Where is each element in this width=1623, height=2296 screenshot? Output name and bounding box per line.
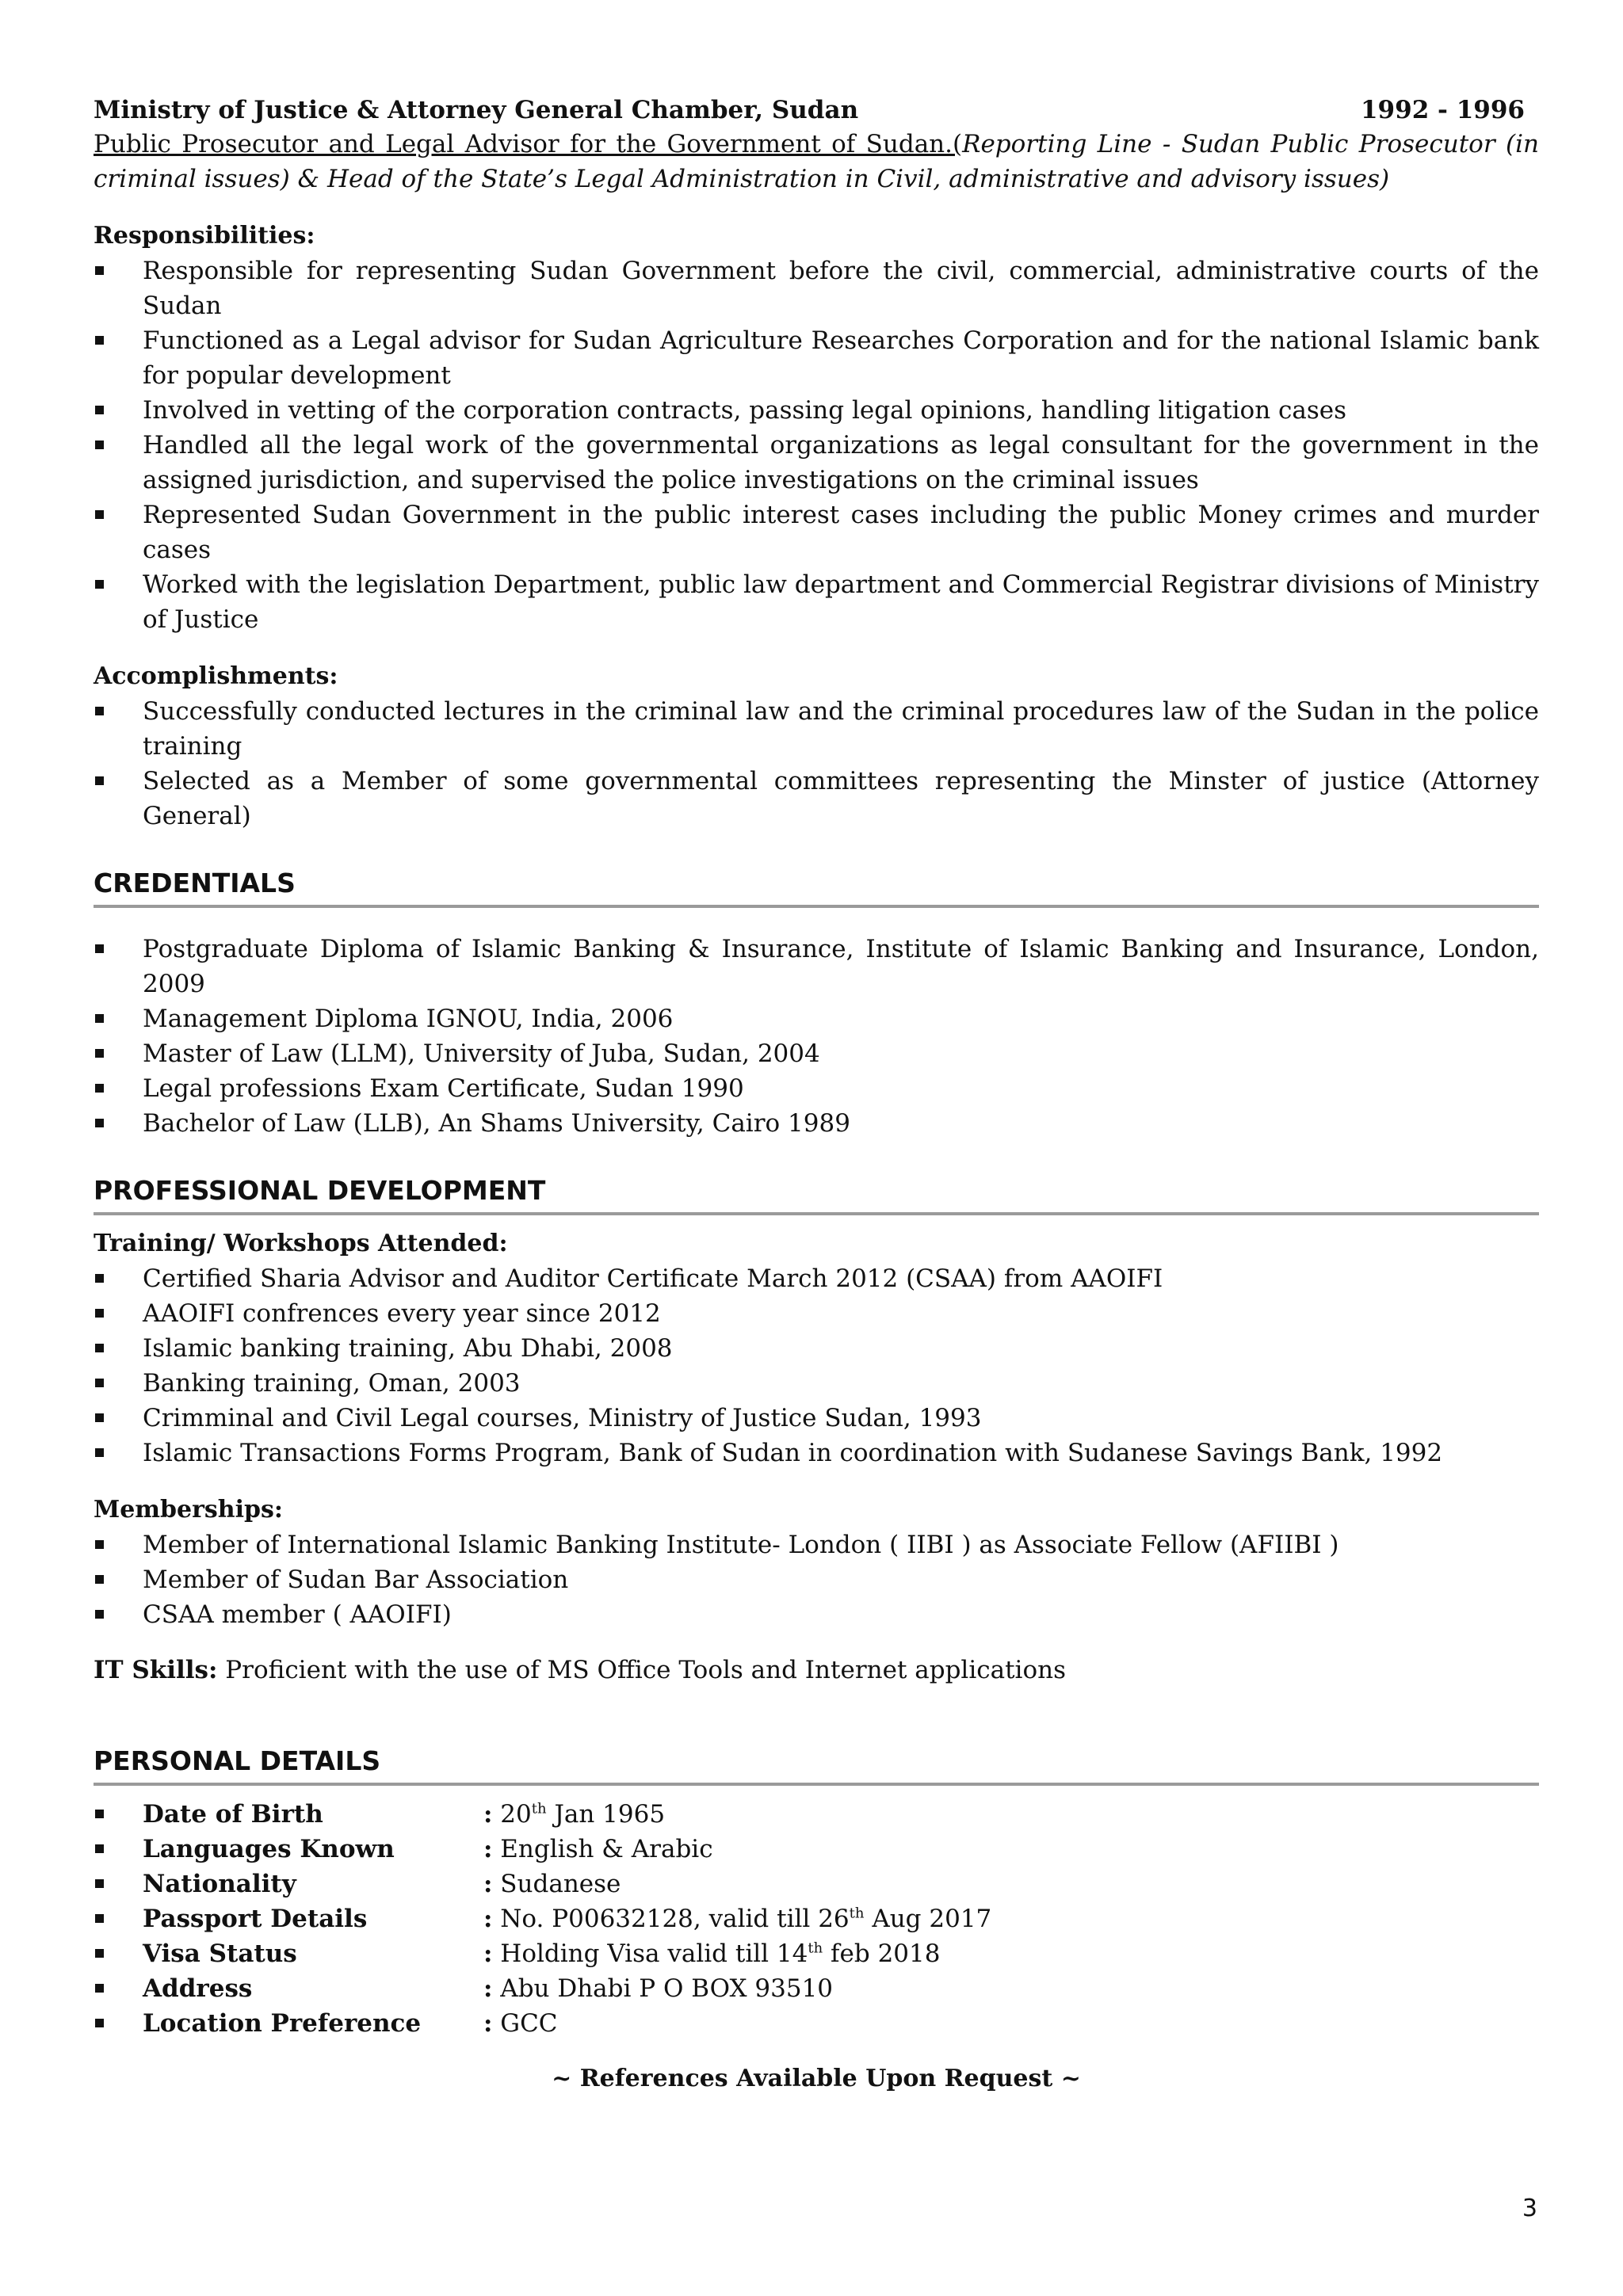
- professional-development-title: PROFESSIONAL DEVELOPMENT: [94, 1173, 1539, 1215]
- list-item-text: Islamic banking training, Abu Dhabi, 2008: [143, 1334, 673, 1363]
- detail-colon: :: [483, 1835, 493, 1863]
- detail-label: Visa Status: [143, 1939, 297, 1968]
- list-item-text: Crimminal and Civil Legal courses, Ministry of Justice Sudan, 1993: [143, 1404, 982, 1432]
- employer-name: Ministry of Justice & Attorney General Chamber, Sudan: [94, 96, 859, 124]
- detail-colon: :: [483, 2009, 493, 2038]
- list-item: [94, 1436, 1539, 1470]
- list-item: [94, 1331, 1539, 1366]
- bullet-icon: [95, 580, 104, 589]
- detail-label: Languages Known: [143, 1835, 395, 1863]
- bullet-icon: [95, 1119, 104, 1127]
- bullet-icon: [95, 1914, 104, 1923]
- detail-label: Nationality: [143, 1870, 296, 1898]
- bullet-icon: [95, 1274, 104, 1283]
- bullet-icon: [95, 1949, 104, 1958]
- passport-number: No. P00632128, valid till 26: [492, 1905, 850, 1933]
- detail-label: Passport Details: [143, 1905, 368, 1933]
- list-item-text: Responsible for representing Sudan Government before the civil, commercial, administrative courts of the Sudan: [143, 257, 1539, 320]
- training-list: [94, 1261, 1539, 1470]
- languages-value: English & Arabic: [492, 1835, 713, 1863]
- personal-details-title: PERSONAL DETAILS: [94, 1743, 1539, 1786]
- page-number: 3: [1522, 2195, 1537, 2222]
- bullet-icon: [95, 441, 104, 449]
- list-item: [94, 393, 1539, 428]
- address-value: Abu Dhabi P O BOX 93510: [492, 1974, 834, 2003]
- bullet-icon: [95, 1413, 104, 1422]
- detail-value: [483, 1971, 1539, 2006]
- list-item: [94, 1527, 1539, 1562]
- bullet-icon: [95, 266, 104, 275]
- visa-ordinal: th: [808, 1939, 823, 1957]
- list-item: [94, 1597, 1539, 1632]
- list-item: [94, 764, 1539, 833]
- bullet-icon: [95, 336, 104, 345]
- detail-label: Date of Birth: [143, 1800, 323, 1829]
- it-skills: [94, 1653, 1539, 1688]
- list-item-text: Represented Sudan Government in the public interest cases including the public Money crimes and murder cases: [143, 501, 1539, 564]
- detail-value: [483, 2006, 1539, 2041]
- professional-development-section: [94, 1173, 1539, 1688]
- detail-value: [483, 1901, 1539, 1936]
- list-item: [94, 1562, 1539, 1597]
- list-item-text: Functioned as a Legal advisor for Sudan Agriculture Researches Corporation and for the national Islamic bank for popular development: [143, 326, 1539, 390]
- dob-rest: Jan 1965: [546, 1800, 666, 1829]
- bullet-icon: [95, 1810, 104, 1818]
- list-item-text: Certified Sharia Advisor and Auditor Certificate March 2012 (CSAA) from AAOIFI: [143, 1264, 1163, 1293]
- credentials-section: [94, 865, 1539, 1141]
- bullet-icon: [95, 944, 104, 953]
- list-item-text: Member of International Islamic Banking Institute- London ( IIBI ) as Associate Fellow (AFIIBI ): [143, 1531, 1339, 1559]
- references-note: ~ References Available Upon Request ~: [552, 2065, 1081, 2092]
- list-item: [94, 1366, 1539, 1401]
- responsibilities-heading: Responsibilities:: [94, 222, 315, 250]
- detail-row-languages: [94, 1832, 1539, 1867]
- detail-row-passport: [94, 1901, 1539, 1936]
- visa-status: Holding Visa valid till 14: [492, 1939, 808, 1968]
- list-item-text: Master of Law (LLM), University of Juba, Sudan, 2004: [143, 1039, 820, 1068]
- list-item: [94, 1001, 1539, 1036]
- list-item-text: Worked with the legislation Department, public law department and Commercial Registrar divisions of Ministry of Justice: [143, 570, 1539, 634]
- bullet-icon: [95, 776, 104, 785]
- detail-row-visa: [94, 1936, 1539, 1971]
- list-item-text: Postgraduate Diploma of Islamic Banking & Insurance, Institute of Islamic Banking and Insurance, London, 2009: [143, 935, 1539, 998]
- bullet-icon: [95, 1844, 104, 1853]
- list-item-text: Handled all the legal work of the governmental organizations as legal consultant for the government in the assigned jurisdiction, and supervised the police investigations on the criminal issues: [143, 431, 1539, 494]
- detail-row-dob: [94, 1797, 1539, 1832]
- memberships-list: [94, 1527, 1539, 1632]
- list-item-text: Successfully conducted lectures in the criminal law and the criminal procedures law of the Sudan in the police training: [143, 697, 1539, 761]
- memberships-heading: Memberships:: [94, 1496, 283, 1524]
- detail-value: [483, 1867, 1539, 1901]
- detail-row-location: [94, 2006, 1539, 2041]
- list-item-text: Legal professions Exam Certificate, Sudan 1990: [143, 1074, 744, 1103]
- bullet-icon: [95, 510, 104, 519]
- detail-row-address: [94, 1971, 1539, 2006]
- credentials-list: [94, 932, 1539, 1141]
- list-item: [94, 254, 1539, 323]
- detail-value: [483, 1797, 1539, 1832]
- list-item-text: Banking training, Oman, 2003: [143, 1369, 521, 1398]
- list-item-text: Involved in vetting of the corporation contracts, passing legal opinions, handling litigation cases: [143, 396, 1347, 425]
- list-item-text: CSAA member ( AAOIFI): [143, 1600, 452, 1629]
- list-item-text: Selected as a Member of some governmental committees representing the Minster of justice (Attorney General): [143, 767, 1539, 830]
- list-item: [94, 694, 1539, 764]
- job-dates: 1992 - 1996: [1360, 96, 1525, 124]
- it-skills-label: IT Skills:: [94, 1656, 218, 1684]
- credentials-title: CREDENTIALS: [94, 865, 1539, 908]
- training-heading: Training/ Workshops Attended:: [94, 1230, 508, 1257]
- detail-colon: :: [483, 1800, 493, 1829]
- bullet-icon: [95, 1049, 104, 1058]
- job-role: Public Prosecutor and Legal Advisor for the Government of Sudan.: [94, 130, 953, 158]
- bullet-icon: [95, 1610, 104, 1619]
- list-item: [94, 323, 1539, 393]
- bullet-icon: [95, 1344, 104, 1352]
- bullet-icon: [95, 1379, 104, 1387]
- bullet-icon: [95, 1448, 104, 1457]
- list-item-text: Islamic Transactions Forms Program, Bank of Sudan in coordination with Sudanese Savings Bank, 1992: [143, 1439, 1443, 1467]
- list-item: [94, 1261, 1539, 1296]
- resume-page: [94, 93, 1539, 2096]
- note-open-paren: (: [953, 130, 963, 158]
- list-item: [94, 1296, 1539, 1331]
- passport-ordinal: th: [849, 1905, 865, 1922]
- list-item: [94, 1106, 1539, 1141]
- personal-details-list: [94, 1797, 1539, 2041]
- dob-ordinal: th: [531, 1800, 547, 1817]
- detail-colon: :: [483, 1939, 493, 1968]
- list-item-text: Member of Sudan Bar Association: [143, 1566, 569, 1594]
- list-item: [94, 1036, 1539, 1071]
- reporting-line-note: Reporting Line - Sudan Public Prosecutor (in criminal issues) & Head of the State’s Legal Administration in Civil, administrative and advisory issues): [94, 130, 1539, 193]
- bullet-icon: [95, 707, 104, 715]
- passport-expiry: Aug 2017: [864, 1905, 992, 1933]
- personal-details-section: [94, 1743, 1539, 2096]
- detail-label: Location Preference: [143, 2009, 422, 2038]
- list-item-text: Bachelor of Law (LLB), An Shams University, Cairo 1989: [143, 1109, 850, 1138]
- accomplishments-list: [94, 694, 1539, 833]
- list-item: [94, 1071, 1539, 1106]
- detail-value: [483, 1832, 1539, 1867]
- list-item: [94, 567, 1539, 637]
- list-item: [94, 428, 1539, 498]
- responsibilities-list: [94, 254, 1539, 637]
- list-item: [94, 932, 1539, 1001]
- bullet-icon: [95, 1879, 104, 1888]
- bullet-icon: [95, 1309, 104, 1318]
- bullet-icon: [95, 1540, 104, 1549]
- bullet-icon: [95, 1014, 104, 1023]
- visa-expiry: feb 2018: [823, 1939, 941, 1968]
- bullet-icon: [95, 2019, 104, 2027]
- dob-day: 20: [492, 1800, 532, 1829]
- list-item: [94, 1401, 1539, 1436]
- detail-colon: :: [483, 1905, 493, 1933]
- detail-row-nationality: [94, 1867, 1539, 1901]
- bullet-icon: [95, 1575, 104, 1584]
- detail-colon: :: [483, 1974, 493, 2003]
- list-item-text: AAOIFI confrences every year since 2012: [143, 1299, 661, 1328]
- it-skills-text: Proficient with the use of MS Office Tools and Internet applications: [217, 1656, 1067, 1684]
- bullet-icon: [95, 1984, 104, 1993]
- detail-colon: :: [483, 1870, 493, 1898]
- list-item-text: Management Diploma IGNOU, India, 2006: [143, 1005, 674, 1033]
- list-item: [94, 498, 1539, 567]
- bullet-icon: [95, 1084, 104, 1093]
- job-role-line: [94, 127, 1539, 196]
- detail-label: Address: [143, 1974, 253, 2003]
- bullet-icon: [95, 406, 104, 414]
- job-header: [94, 93, 1539, 127]
- accomplishments-heading: Accomplishments:: [94, 662, 338, 690]
- nationality-value: Sudanese: [492, 1870, 621, 1898]
- detail-value: [483, 1936, 1539, 1971]
- location-value: GCC: [492, 2009, 558, 2038]
